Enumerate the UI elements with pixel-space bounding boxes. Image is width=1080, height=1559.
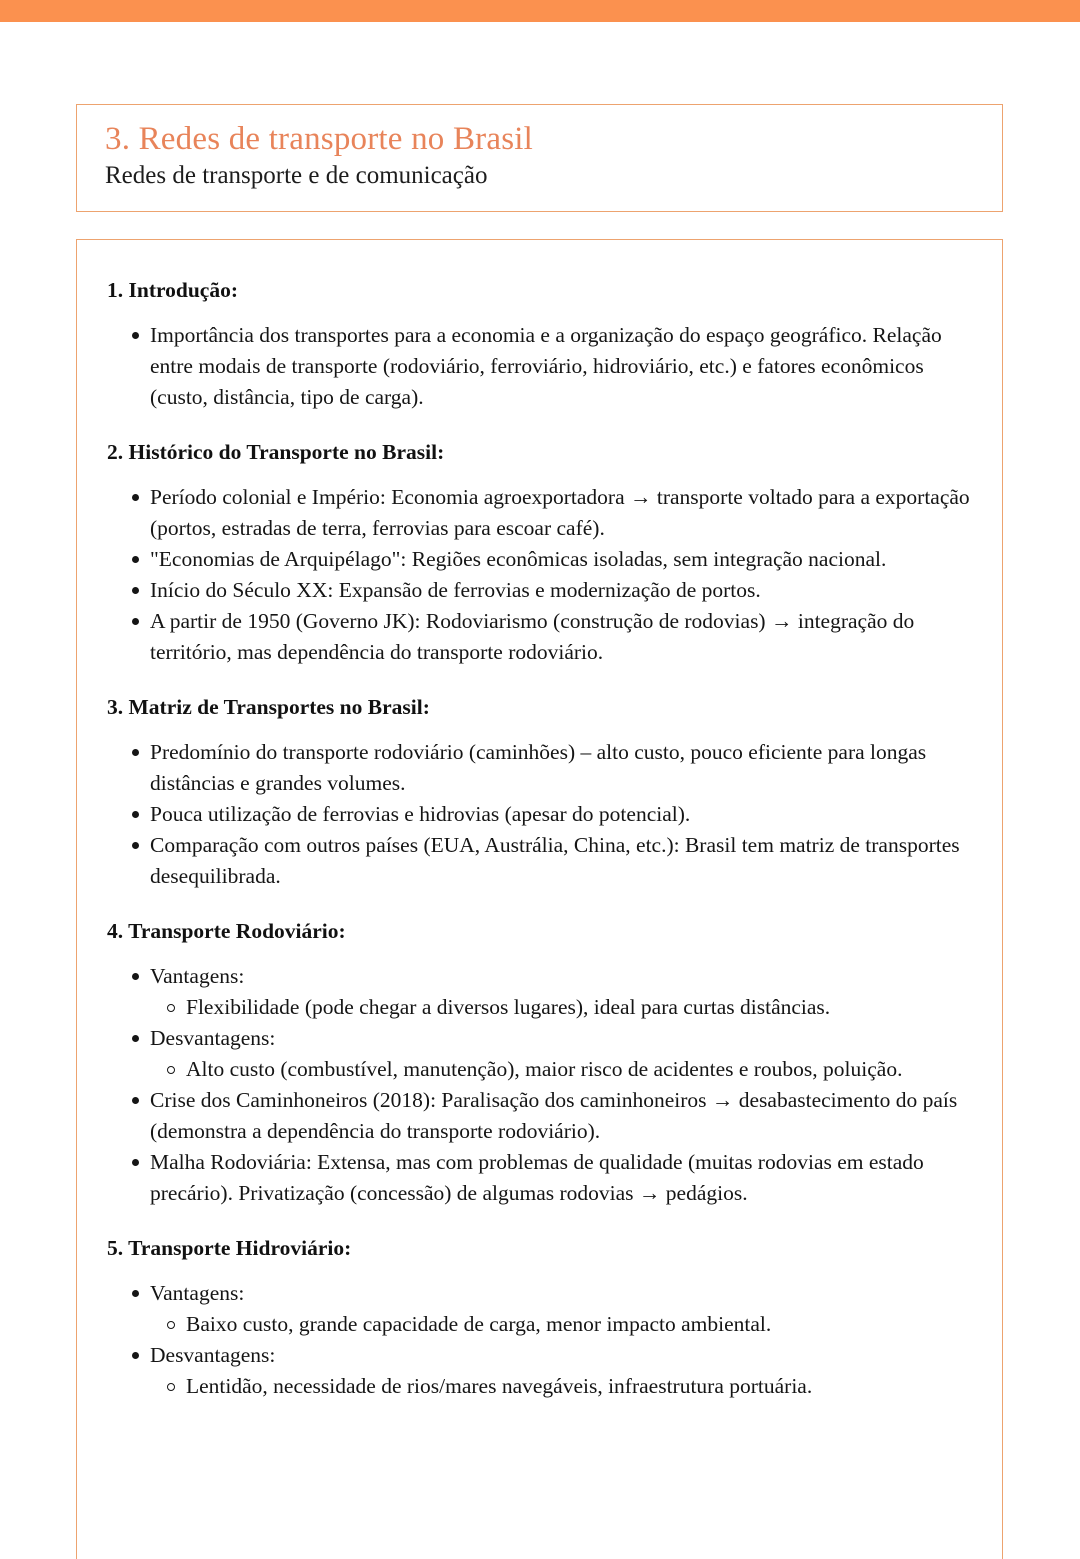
list-item-text: Vantagens: (150, 964, 245, 988)
list-item (107, 961, 972, 1023)
section-heading: 1. Introdução: (107, 278, 239, 302)
document-section (107, 438, 972, 668)
bullet-ring-icon (167, 1066, 175, 1074)
list-item-text: Importância dos transportes para a economia e a organização do espaço geográfico. Relação entre modais de transporte (rodoviário, ferroviário, hidroviário, etc.) e fatores econômicos (custo, distância, tipo de carga). (150, 323, 942, 409)
list-item (107, 1085, 972, 1147)
list-item (107, 799, 972, 830)
bullet-dot-icon (132, 1352, 139, 1359)
sub-bullet-list (150, 1309, 972, 1340)
bullet-list (107, 1278, 972, 1402)
section-spacer (107, 892, 972, 917)
document-body-card (76, 239, 1003, 1559)
list-item (107, 1147, 972, 1209)
page-title: 3. Redes de transporte no Brasil (105, 121, 533, 157)
bullet-dot-icon (132, 1035, 139, 1042)
document-section (107, 1234, 972, 1402)
bullet-dot-icon (132, 332, 139, 339)
section-heading: 5. Transporte Hidroviário: (107, 1236, 352, 1260)
list-item (107, 606, 972, 668)
list-item (107, 1340, 972, 1402)
list-item (107, 575, 972, 606)
list-item-text: Vantagens: (150, 1281, 245, 1305)
list-item-text: "Economias de Arquipélago": Regiões econômicas isoladas, sem integração nacional. (150, 547, 887, 571)
list-item-text: Predomínio do transporte rodoviário (caminhões) – alto custo, pouco eficiente para longas distâncias e grandes volumes. (150, 740, 927, 795)
sub-list-item (150, 992, 972, 1023)
section-heading: 3. Matriz de Transportes no Brasil: (107, 695, 430, 719)
bullet-list (107, 320, 972, 413)
document-section (107, 917, 972, 1209)
list-item (107, 482, 972, 544)
document-section (107, 693, 972, 892)
list-item (107, 830, 972, 892)
list-item-text: Comparação com outros países (EUA, Austrália, China, etc.): Brasil tem matriz de transportes desequilibrada. (150, 833, 960, 888)
bullet-dot-icon (132, 1290, 139, 1297)
list-item (107, 1023, 972, 1085)
bullet-dot-icon (132, 842, 139, 849)
list-item (107, 737, 972, 799)
sub-list-item-text: Flexibilidade (pode chegar a diversos lugares), ideal para curtas distâncias. (186, 995, 831, 1019)
bullet-list (107, 961, 972, 1209)
bullet-ring-icon (167, 1321, 175, 1329)
section-spacer (107, 668, 972, 693)
sub-list-item-text: Baixo custo, grande capacidade de carga, menor impacto ambiental. (186, 1312, 772, 1336)
list-item-text: Desvantagens: (150, 1343, 276, 1367)
bullet-list (107, 482, 972, 668)
sub-list-item (150, 1371, 972, 1402)
sub-bullet-list (150, 1054, 972, 1085)
sub-list-item-text: Alto custo (combustível, manutenção), maior risco de acidentes e roubos, poluição. (186, 1057, 903, 1081)
bullet-list (107, 737, 972, 892)
list-item-text: Crise dos Caminhoneiros (2018): Paralisação dos caminhoneiros → desabastecimento do país (demonstra a dependência do transporte rodoviário). (150, 1088, 958, 1143)
section-spacer (107, 413, 972, 438)
bullet-dot-icon (132, 1097, 139, 1104)
bullet-dot-icon (132, 749, 139, 756)
bullet-dot-icon (132, 618, 139, 625)
bullet-dot-icon (132, 587, 139, 594)
list-item-text: Pouca utilização de ferrovias e hidrovias (apesar do potencial). (150, 802, 691, 826)
bullet-dot-icon (132, 494, 139, 501)
list-item (107, 544, 972, 575)
top-accent-bar (0, 0, 1080, 22)
section-heading: 2. Histórico do Transporte no Brasil: (107, 440, 445, 464)
sub-bullet-list (150, 992, 972, 1023)
bullet-dot-icon (132, 1159, 139, 1166)
list-item (107, 1278, 972, 1340)
list-item-text: Período colonial e Império: Economia agroexportadora → transporte voltado para a exportação (portos, estradas de terra, ferrovias para escoar café). (150, 485, 970, 540)
bullet-ring-icon (167, 1004, 175, 1012)
bullet-dot-icon (132, 811, 139, 818)
sub-bullet-list (150, 1371, 972, 1402)
sub-list-item-text: Lentidão, necessidade de rios/mares navegáveis, infraestrutura portuária. (186, 1374, 813, 1398)
page-subtitle: Redes de transporte e de comunicação (105, 162, 488, 189)
sections-container (107, 276, 972, 1402)
document-header-card (76, 104, 1003, 212)
list-item-text: A partir de 1950 (Governo JK): Rodoviarismo (construção de rodovias) → integração do território, mas dependência do transporte rodoviário. (150, 609, 915, 664)
document-section (107, 276, 972, 413)
bullet-dot-icon (132, 973, 139, 980)
section-spacer (107, 1209, 972, 1234)
bullet-dot-icon (132, 556, 139, 563)
section-heading: 4. Transporte Rodoviário: (107, 919, 346, 943)
list-item-text: Início do Século XX: Expansão de ferrovias e modernização de portos. (150, 578, 761, 602)
bullet-ring-icon (167, 1383, 175, 1391)
list-item (107, 320, 972, 413)
list-item-text: Desvantagens: (150, 1026, 276, 1050)
sub-list-item (150, 1309, 972, 1340)
sub-list-item (150, 1054, 972, 1085)
list-item-text: Malha Rodoviária: Extensa, mas com problemas de qualidade (muitas rodovias em estado precário). Privatização (concessão) de algumas rodovias → pedágios. (150, 1150, 924, 1205)
